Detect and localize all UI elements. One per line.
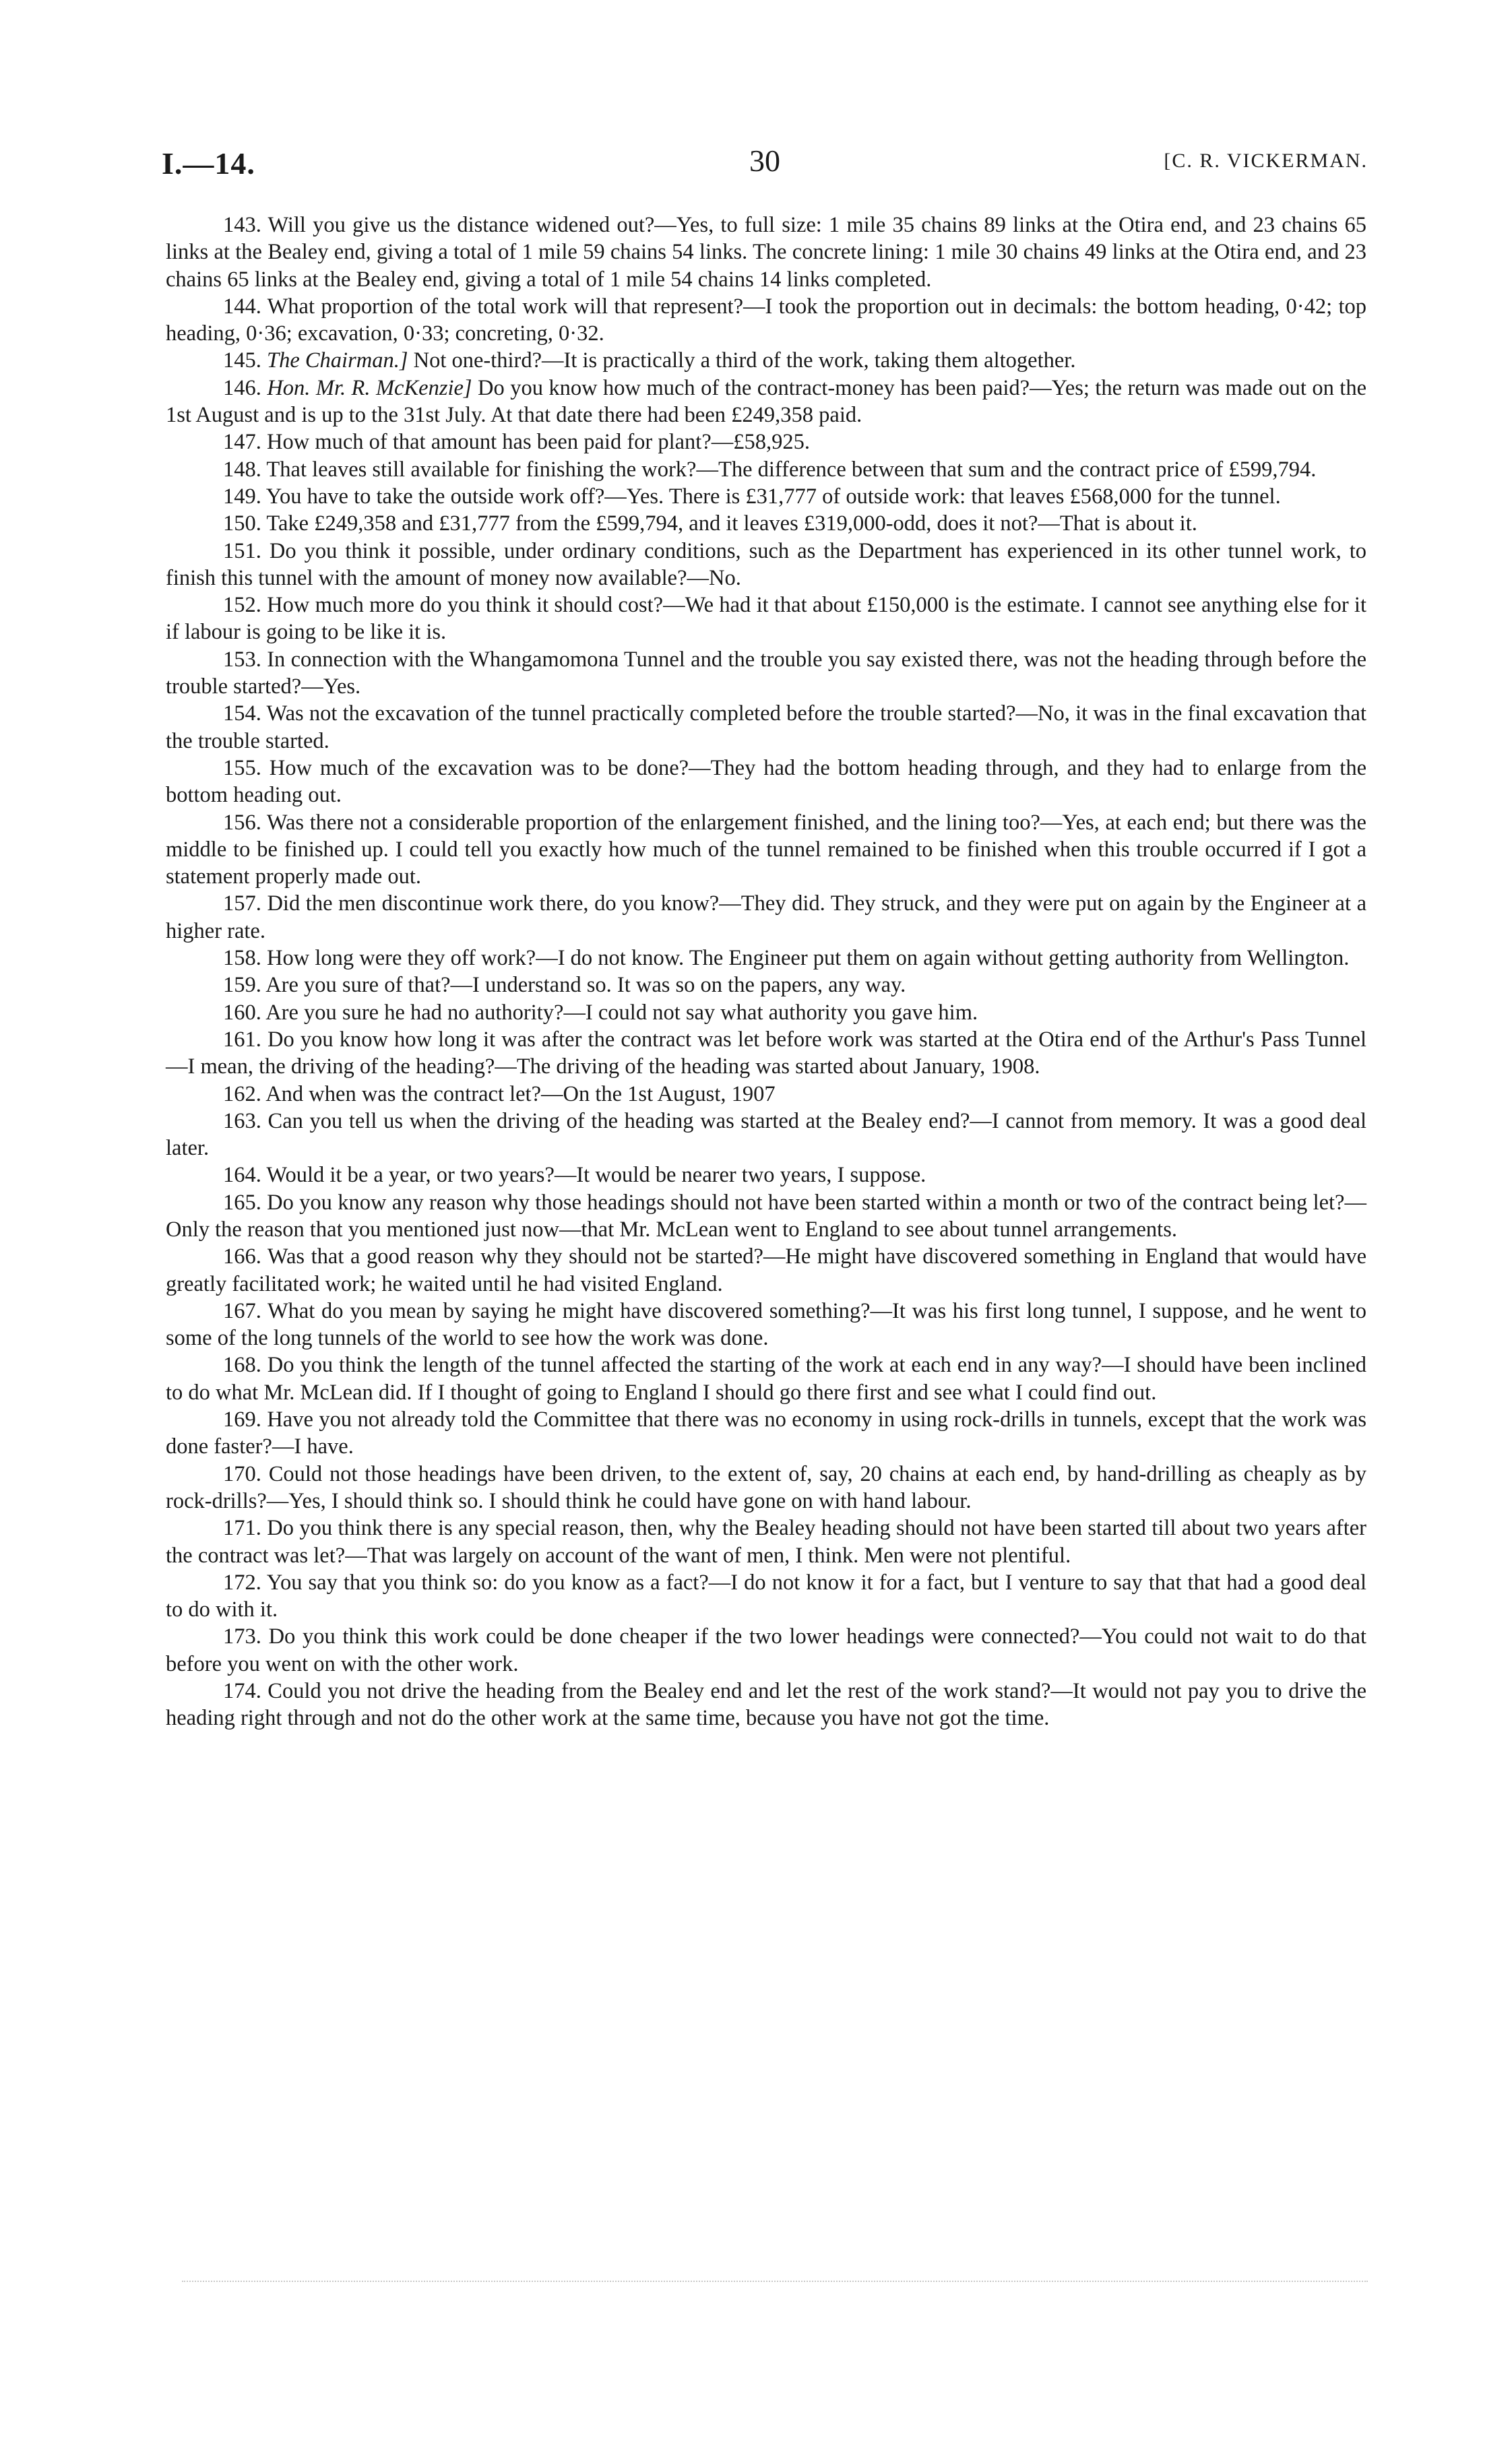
testimony-paragraph — [166, 890, 1366, 945]
paragraph-text: 149. You have to take the outside work off?—Yes. There is £31,777 of outside work: that leaves £568,000 for the tunnel. — [223, 484, 1281, 509]
testimony-body — [166, 212, 1366, 1732]
testimony-paragraph — [166, 293, 1366, 348]
testimony-paragraph — [166, 347, 1366, 374]
page-number: 30 — [749, 144, 780, 178]
testimony-paragraph — [166, 646, 1366, 701]
speaker-attribution: The Chairman.] — [267, 348, 408, 373]
testimony-paragraph — [166, 538, 1366, 592]
testimony-paragraph — [166, 1461, 1366, 1515]
paragraph-text: 160. Are you sure he had no authority?—I could not say what authority you gave him. — [223, 1000, 978, 1025]
paragraph-text: 152. How much more do you think it should cost?—We had it that about £150,000 is the estimate. I cannot see anything else for it if labour is going to be like it is. — [166, 593, 1366, 645]
paragraph-text: 154. Was not the excavation of the tunnel practically completed before the trouble started?—No, it was in the final excavation that the trouble started. — [166, 701, 1366, 753]
paragraph-text: 156. Was there not a considerable proportion of the enlargement finished, and the lining too?—Yes, at each end; but there was the middle to be finished up. I could tell you exactly how much of the tunnel remained to be finished when this trouble occurred if I got a statement properly made out. — [166, 810, 1366, 889]
paragraph-text: 163. Can you tell us when the driving of the heading was started at the Bealey end?—I cannot from memory. It was a good deal later. — [166, 1108, 1366, 1161]
testimony-paragraph — [166, 700, 1366, 755]
paragraph-text: 174. Could you not drive the heading from the Bealey end and let the rest of the work stand?—It would not pay you to drive the heading right through and not do the other work at the same time, because you have not got the time. — [166, 1679, 1366, 1731]
witness-name: [C. R. VICKERMAN. — [1164, 150, 1368, 172]
testimony-paragraph — [166, 1189, 1366, 1244]
paragraph-text: 169. Have you not already told the Committee that there was no economy in using rock-drills in tunnels, except that the work was done faster?—I have. — [166, 1407, 1366, 1459]
question-number: 145. — [223, 348, 267, 373]
paragraph-text: 161. Do you know how long it was after the contract was let before work was started at the Otira end of the Arthur's Pass Tunnel—I mean, the driving of the heading?—The driving of the heading was started about January, 1908. — [166, 1027, 1366, 1079]
paragraph-text: Do you know how much of the contract-money has been paid?—Yes; the return was made out on the 1st August and is up to the 31st July. At that date there had been £249,358 paid. — [166, 375, 1366, 428]
testimony-paragraph — [166, 1081, 1366, 1108]
page-footer-rule — [182, 2281, 1368, 2283]
paragraph-text: 173. Do you think this work could be done cheaper if the two lower headings were connected?—You could not wait to do that before you went on with the other work. — [166, 1624, 1366, 1676]
testimony-paragraph — [166, 1298, 1366, 1352]
page-header — [162, 140, 1368, 181]
paragraph-text: 143. Will you give us the distance widened out?—Yes, to full size: 1 mile 35 chains 89 links at the Otira end, and 23 chains 65 links at the Bealey end, giving a total of 1 mile 59 chains 54 links. The concrete lining: 1 mile 30 chains 49 links at the Otira end, and 23 chains 65 links at the Bealey end, giving a total of 1 mile 54 chains 14 links completed. — [166, 213, 1366, 292]
paragraph-text: 144. What proportion of the total work will that represent?—I took the proportion out in decimals: the bottom heading, 0·42; top heading, 0·36; excavation, 0·33; concreting, 0·32. — [166, 294, 1366, 346]
testimony-paragraph — [166, 1162, 1366, 1188]
paragraph-text: 159. Are you sure of that?—I understand so. It was so on the papers, any way. — [223, 973, 906, 998]
paragraph-text: 155. How much of the excavation was to be done?—They had the bottom heading through, and they had to enlarge from the bottom heading out. — [166, 755, 1366, 808]
testimony-paragraph — [166, 1569, 1366, 1624]
testimony-paragraph — [166, 592, 1366, 646]
paragraph-text: 165. Do you know any reason why those headings should not have been started within a month or two of the contract being let?—Only the reason that you mentioned just now—that Mr. McLean went to England to see about tunnel arrangements. — [166, 1190, 1366, 1242]
testimony-paragraph — [166, 1352, 1366, 1406]
testimony-paragraph — [166, 972, 1366, 998]
testimony-paragraph — [166, 755, 1366, 809]
testimony-paragraph — [166, 456, 1366, 483]
paragraph-text: Not one-third?—It is practically a third of the work, taking them altogether. — [408, 348, 1076, 373]
paragraph-text: 151. Do you think it possible, under ordinary conditions, such as the Department has experienced in its other tunnel work, to finish this tunnel with the amount of money now available?—No. — [166, 538, 1366, 590]
paragraph-text: 171. Do you think there is any special reason, then, why the Bealey heading should not have been started till about two years after the contract was let?—That was largely on account of the want of men, I think. Men were not plentiful. — [166, 1516, 1366, 1568]
testimony-paragraph — [166, 945, 1366, 972]
testimony-paragraph — [166, 483, 1366, 510]
testimony-paragraph — [166, 1515, 1366, 1569]
question-number: 146. — [223, 375, 267, 400]
testimony-paragraph — [166, 1406, 1366, 1461]
testimony-paragraph — [166, 1108, 1366, 1162]
speaker-attribution: Hon. Mr. R. McKenzie] — [267, 375, 472, 400]
paragraph-text: 157. Did the men discontinue work there, do you know?—They did. They struck, and they were put on again by the Engineer at a higher rate. — [166, 891, 1366, 943]
paragraph-text: 170. Could not those headings have been driven, to the extent of, say, 20 chains at each end, by hand-drilling as cheaply as by rock-drills?—Yes, I should think so. I should think he could have gone on with hand labour. — [166, 1461, 1366, 1513]
testimony-paragraph — [166, 375, 1366, 429]
document-reference: I.—14. — [162, 146, 255, 181]
paragraph-text: 153. In connection with the Whangamomona Tunnel and the trouble you say existed there, was not the heading through before the trouble started?—Yes. — [166, 647, 1366, 699]
paragraph-text: 158. How long were they off work?—I do not know. The Engineer put them on again without getting authority from Wellington. — [223, 946, 1350, 971]
testimony-paragraph — [166, 1678, 1366, 1732]
testimony-paragraph — [166, 212, 1366, 293]
paragraph-text: 150. Take £249,358 and £31,777 from the £599,794, and it leaves £319,000-odd, does it not?—That is about it. — [223, 511, 1197, 536]
paragraph-text: 166. Was that a good reason why they should not be started?—He might have discovered something in England that would have greatly facilitated work; he waited until he had visited England. — [166, 1244, 1366, 1296]
paragraph-text: 162. And when was the contract let?—On the 1st August, 1907 — [223, 1081, 776, 1106]
paragraph-text: 168. Do you think the length of the tunnel affected the starting of the work at each end in any way?—I should have been inclined to do what Mr. McLean did. If I thought of going to England I should go there first and see what I could find out. — [166, 1353, 1366, 1405]
paragraph-text: 148. That leaves still available for finishing the work?—The difference between that sum and the contract price of £599,794. — [223, 457, 1317, 482]
paragraph-text: 147. How much of that amount has been paid for plant?—£58,925. — [223, 430, 810, 455]
testimony-paragraph — [166, 809, 1366, 891]
testimony-paragraph — [166, 1243, 1366, 1298]
testimony-paragraph — [166, 1026, 1366, 1081]
paragraph-text: 164. Would it be a year, or two years?—It would be nearer two years, I suppose. — [223, 1163, 926, 1188]
testimony-paragraph — [166, 1623, 1366, 1678]
paragraph-text: 172. You say that you think so: do you know as a fact?—I do not know it for a fact, but I venture to say that that had a good deal to do with it. — [166, 1570, 1366, 1622]
testimony-paragraph — [166, 999, 1366, 1026]
testimony-paragraph — [166, 429, 1366, 455]
paragraph-text: 167. What do you mean by saying he might have discovered something?—It was his first long tunnel, I suppose, and he went to some of the long tunnels of the world to see how the work was done. — [166, 1298, 1366, 1351]
testimony-paragraph — [166, 510, 1366, 537]
